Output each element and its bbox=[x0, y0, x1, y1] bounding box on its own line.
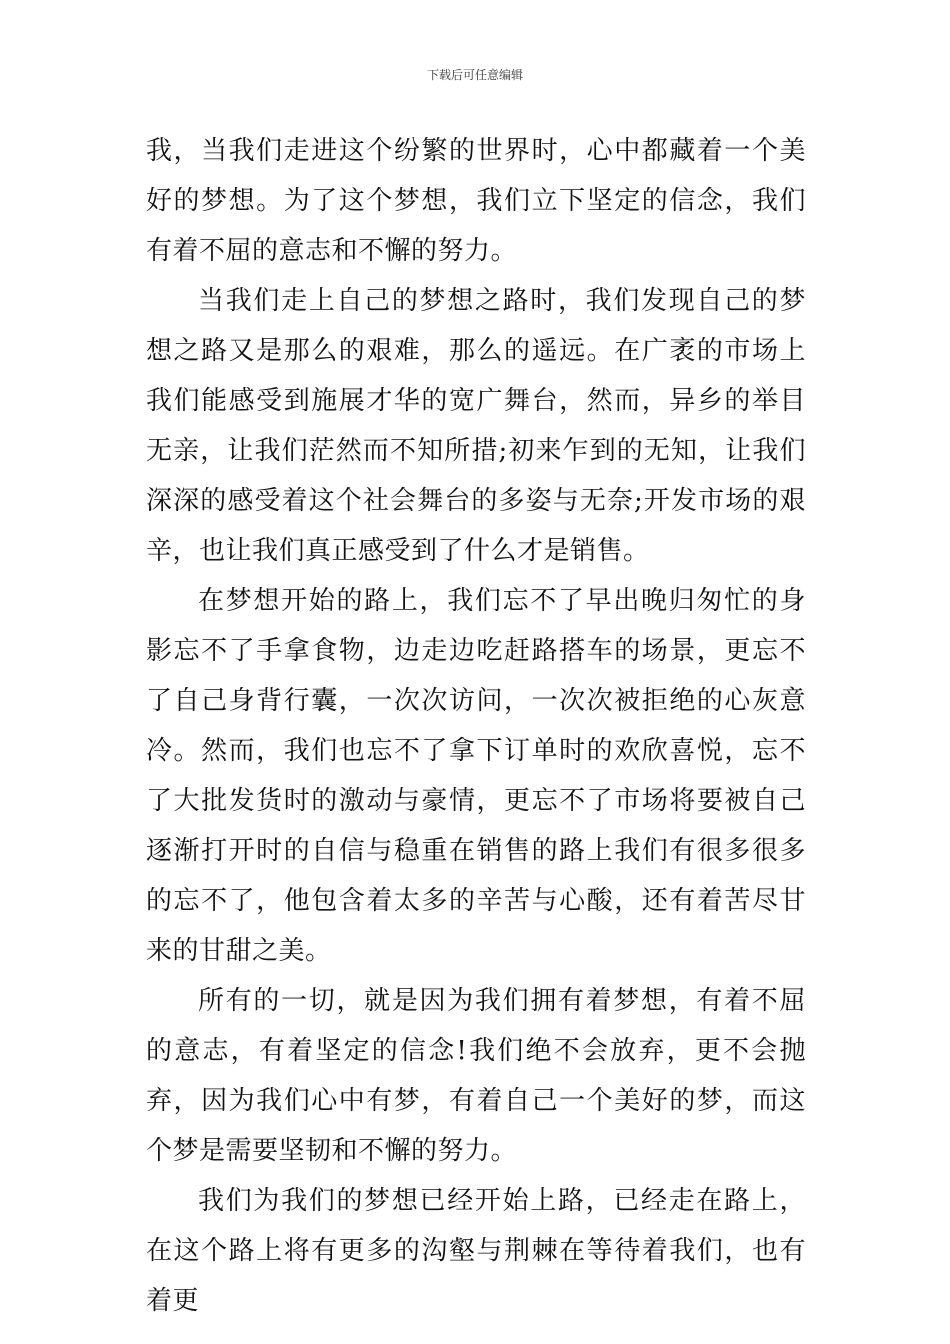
paragraph: 当我们走上自己的梦想之路时，我们发现自己的梦想之路又是那么的艰难，那么的遥远。在广袤的市场上我们能感受到施展才华的宽广舞台，然而，异乡的举目无亲，让我们茫然而不知所措;初来乍到的无知，让我们深深的感受着这个社会舞台的多姿与无奈;开发市场的艰辛，也让我们真正感受到了什么才是销售。 bbox=[146, 286, 806, 566]
header-note: 下载后可任意编辑 bbox=[426, 68, 523, 82]
document-body bbox=[146, 126, 806, 1326]
paragraph-continued: 我，当我们走进这个纷繁的世界时，心中都藏着一个美好的梦想。为了这个梦想，我们立下坚定的信念，我们有着不屈的意志和不懈的努力。 bbox=[146, 136, 806, 266]
paragraph: 我们为我们的梦想已经开始上路，已经走在路上，在这个路上将有更多的沟壑与荆棘在等待着我们，也有着更 bbox=[146, 1186, 806, 1316]
paragraph: 在梦想开始的路上，我们忘不了早出晚归匆忙的身影忘不了手拿食物，边走边吃赶路搭车的场景，更忘不了自己身背行囊，一次次访问，一次次被拒绝的心灰意冷。然而，我们也忘不了拿下订单时的欢欣喜悦，忘不了大批发货时的激动与豪情，更忘不了市场将要被自己逐渐打开时的自信与稳重在销售的路上我们有很多很多的忘不了，他包含着太多的辛苦与心酸，还有着苦尽甘来的甘甜之美。 bbox=[146, 586, 806, 966]
paragraph: 所有的一切，就是因为我们拥有着梦想，有着不屈的意志，有着坚定的信念!我们绝不会放弃，更不会抛弃，因为我们心中有梦，有着自己一个美好的梦，而这个梦是需要坚韧和不懈的努力。 bbox=[146, 986, 806, 1166]
